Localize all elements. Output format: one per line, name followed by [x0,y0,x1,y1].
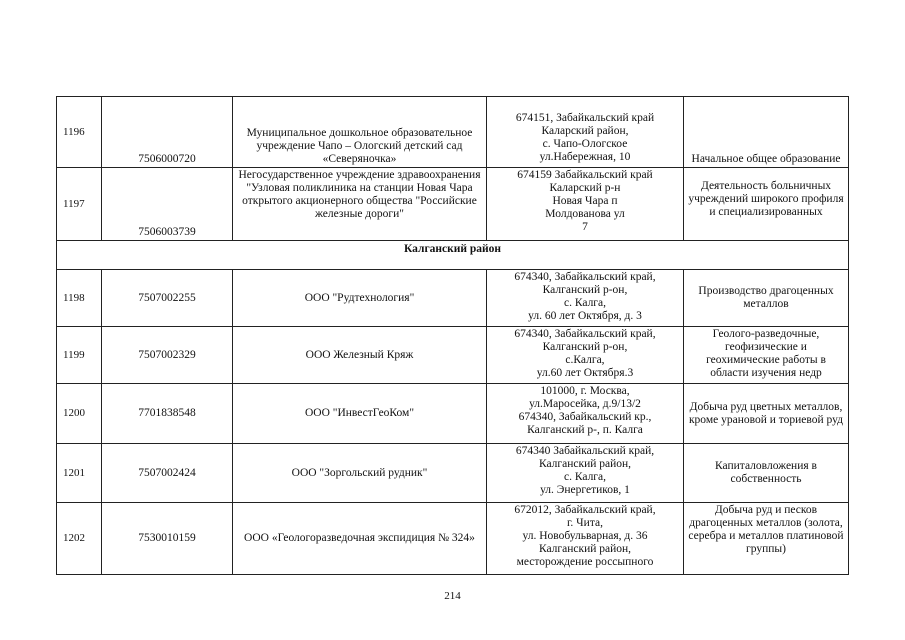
row-address [487,97,684,168]
page-number: 214 [444,590,461,602]
table-row [57,503,849,575]
district-heading: Калганский район [57,241,849,270]
row-number: 1199 [57,327,102,384]
address-line: 674340 Забайкальский край, [515,445,655,457]
row-inn: 7506003739 [102,168,233,241]
address-line: 674151, Забайкальский край [515,112,655,124]
address-line: ул.Набережная, 10 [539,151,631,163]
row-activity: Деятельность больничных учреждений широкого профиля и специализированных [684,168,849,241]
table-row [57,97,849,168]
address-line: Калганский район, [538,543,632,555]
address-line: 674340, Забайкальский край, [514,271,656,283]
row-activity: Геолого-разведочные, геофизические и геохимические работы в области изучения недр [684,327,849,384]
row-address [487,270,684,327]
row-number: 1196 [57,97,102,168]
address-line: с. Калга, [563,471,606,483]
row-activity: Производство драгоценных металлов [684,270,849,327]
row-address [487,444,684,503]
address-line: Молдованова ул [545,208,625,220]
row-activity: Капиталовложения в собственность [684,444,849,503]
row-inn: 7507002329 [102,327,233,384]
address-line: Каларский район, [541,125,629,137]
registry-table [56,96,849,575]
table-row [57,168,849,241]
row-organization-name: ООО "Рудтехнология" [233,270,487,327]
row-organization-name: Муниципальное дошкольное образовательное учреждение Чапо – Ологский детский сад «Северяночка» [233,97,487,168]
row-activity: Добыча руд цветных металлов, кроме урановой и ториевой руд [684,384,849,444]
row-organization-name: Негосударственное учреждение здравоохранения "Узловая поликлиника на станции Новая Чара открытого акционерного общества "Российские железные дороги" [233,168,487,241]
address-line: ул. Энергетиков, 1 [540,484,630,496]
row-inn: 7507002255 [102,270,233,327]
address-line: Каларский р-н [549,182,621,194]
row-address [487,168,684,241]
row-activity: Добыча руд и песков драгоценных металлов (золота, серебра и металлов платиновой группы) [684,503,849,575]
row-organization-name: ООО "Зоргольский рудник" [233,444,487,503]
row-inn: 7506000720 [102,97,233,168]
address-line: Калганский район, [538,458,632,470]
address-line: 7 [582,221,588,233]
row-organization-name: ООО «Геологоразведочная экспидиция № 324» [233,503,487,575]
address-line: Калганский р-, п. Калга [527,424,643,436]
row-address [487,503,684,575]
table-row [57,327,849,384]
table-row [57,270,849,327]
address-line: 674159 Забайкальский край [517,169,653,181]
address-line: ул. 60 лет Октября, д. 3 [528,310,642,322]
address-line: 101000, г. Москва, [540,385,630,397]
address-line: Калганский р-он, [542,341,628,353]
row-activity: Начальное общее образование [684,97,849,168]
row-address [487,384,684,444]
row-address [487,327,684,384]
address-line: с.Калга, [565,354,605,366]
row-number: 1202 [57,503,102,575]
address-line: 674340, Забайкальский край, [514,328,656,340]
address-line: с. Чапо-Ологское [542,138,628,150]
row-inn: 7701838548 [102,384,233,444]
address-line: ул.60 лет Октября.3 [536,367,634,379]
address-line: Новая Чара п [552,195,618,207]
row-inn: 7530010159 [102,503,233,575]
table-row [57,384,849,444]
district-header-row [57,241,849,270]
row-number: 1201 [57,444,102,503]
address-line: ул. Новобульварная, д. 36 [522,530,648,542]
address-line: г. Чита, [567,517,603,529]
row-organization-name: ООО "ИнвестГеоКом" [233,384,487,444]
table-row [57,444,849,503]
address-line: ул.Маросейка, д.9/13/2 [529,398,641,410]
row-inn: 7507002424 [102,444,233,503]
address-line: 672012, Забайкальский край, [514,504,656,516]
row-organization-name: ООО Железный Кряж [233,327,487,384]
address-line: Калганский р-он, [542,284,628,296]
address-line: 674340, Забайкальский кр., [518,411,652,423]
row-number: 1198 [57,270,102,327]
row-number: 1200 [57,384,102,444]
address-line: с. Калга, [563,297,606,309]
address-line: месторождение россыпного [516,556,654,568]
row-number: 1197 [57,168,102,241]
